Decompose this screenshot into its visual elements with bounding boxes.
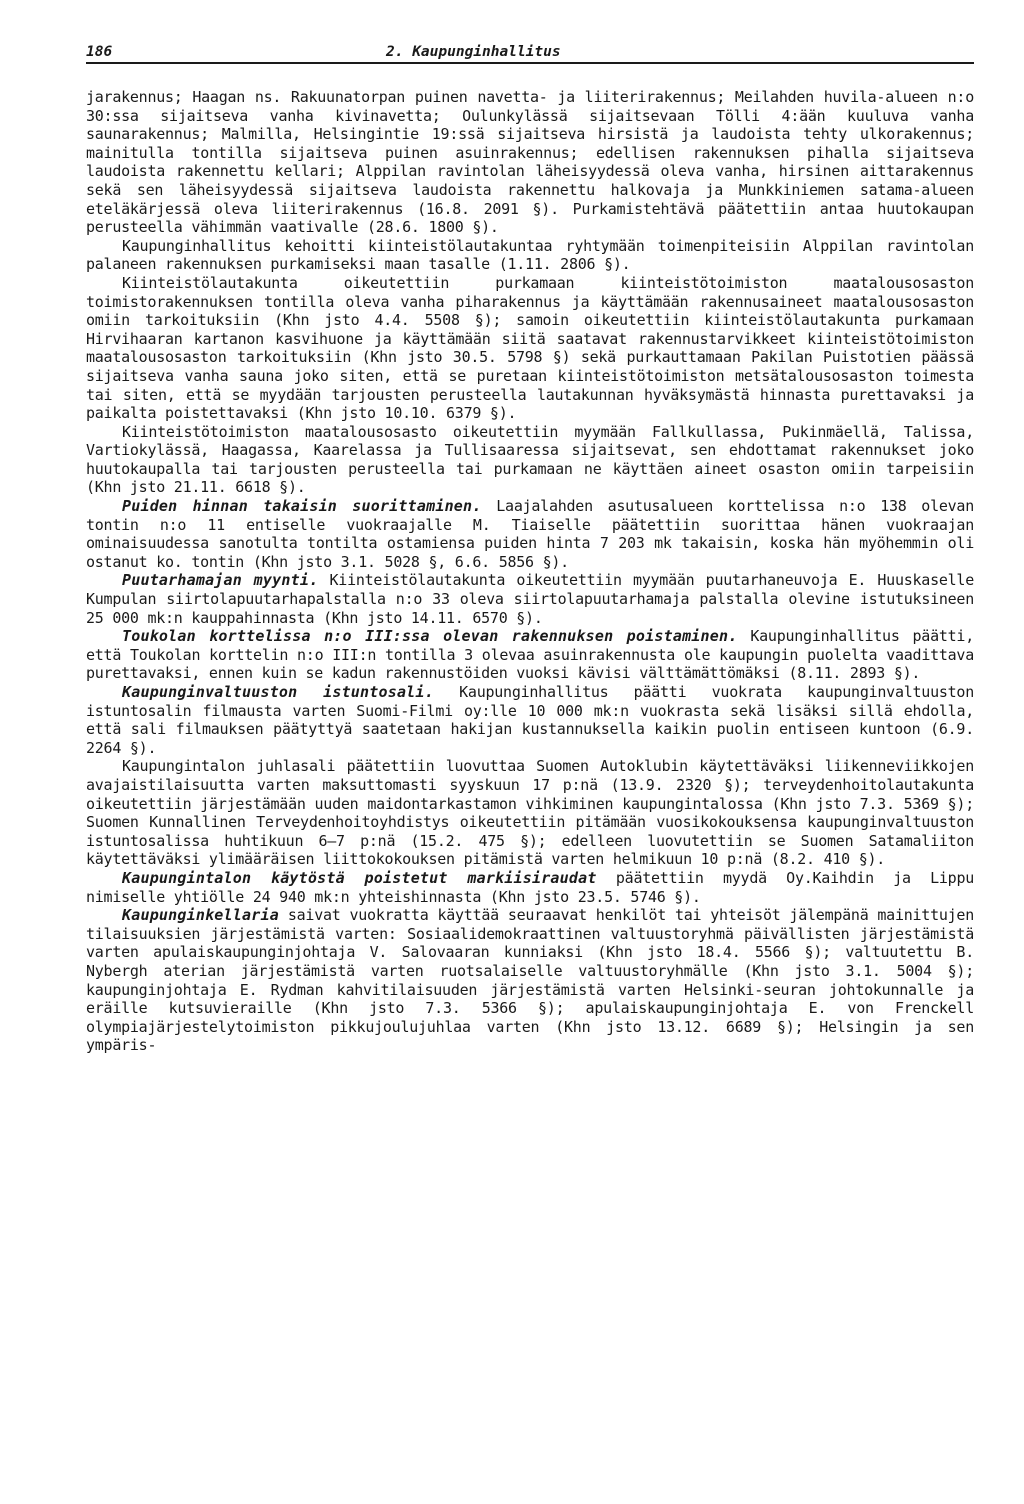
paragraph-text: Kiinteistötoimiston maatalousosasto oikeutettiin myymään Fallkullassa, Pukinmäellä, Talissa, Vartiokylässä, Haagassa, Kaarelassa ja Tullisaaressa sijaitsevat, sen ehdottamat rakennukset joko huutokaupalla tai tarjousten perusteella tai purkamaan ne käyttäen aineet osaston omiin tarpeisiin (Khn jsto 21.11. 6618 §). xyxy=(86,422,974,497)
paragraph-heading: Toukolan korttelissa n:o III:ssa olevan rakennuksen poistaminen. xyxy=(122,627,738,646)
paragraph-text: päätettiin myydä Oy.Kaihdin ja Lippu nimiselle yhtiölle 24 940 mk:n yhteishinnasta (Khn jsto 23.5. 5746 §). xyxy=(86,868,975,906)
paragraph xyxy=(86,571,974,627)
paragraph-heading: Kaupungintalon käytöstä poistetut markiisiraudat xyxy=(122,868,597,887)
paragraph-text: Laajalahden asutusalueen korttelissa n:o 138 olevan tontin n:o 11 entiselle vuokraajalle M. Tiaiselle päätettiin suorittaa hänen vuokraajan ominaisuudessa sanotulta tontilta ostamiensa puiden hinta 7 203 mk takaisin, koska hän myöhemmin oli ostanut ko. tontin (Khn jsto 3.1. 5028 §, 6.6. 5856 §). xyxy=(86,497,974,571)
paragraph xyxy=(86,88,974,237)
paragraph xyxy=(86,497,974,571)
running-header xyxy=(86,40,974,64)
paragraph-heading: Kaupunginkellaria xyxy=(122,906,279,925)
paragraph-text: Kaupunginhallitus päätti vuokrata kaupunginvaltuuston istuntosalin filmausta varten Suomi-Filmi oy:lle 10 000 mk:n vuokrasta sekä lisäksi sillä ehdolla, että sali filmauksen päätyttyä saatetaan hakijan kustannuksella kaikin puolin entiseen kuntoon (6.9. 2264 §). xyxy=(86,683,974,757)
page-number: 186 xyxy=(86,44,113,60)
paragraph-heading: Puiden hinnan takaisin suorittaminen. xyxy=(122,497,482,516)
paragraph xyxy=(86,627,974,683)
paragraph xyxy=(86,757,974,869)
running-title: 2. Kaupunginhallitus xyxy=(386,44,561,60)
paragraph xyxy=(86,274,974,423)
paragraph-heading: Puutarhamajan myynti. xyxy=(122,571,319,590)
paragraph-text: jarakennus; Haagan ns. Rakuunatorpan puinen navetta- ja liiterirakennus; Meilahden huvila-alueen n:o 30:ssa sijaitseva vanha kivinavetta; Oulunkylässä sijaitsevaan Tölli 4:ään kuuluva vanha saunarakennus; Malmilla, Helsingintie 19:ssä sijaitseva hirsistä ja laudoista tehty ulkorakennus; mainitulla tontilla sijaitseva puinen asuinrakennus; edellisen rakennuksen pihalla sijaitseva laudoista rakennettu kellari; Alppilan ravintolan läheisyydessä oleva vanha, hirsinen aittarakennus sekä sen läheisyydessä sijaitseva laudoista rakennettu halkovaja ja Munkkiniemen satama-alueen eteläkärjessä oleva liiterirakennus (16.8. 2091 §). Purkamistehtävä päätettiin antaa huutokaupan perusteella vähimmän vaativalle (28.6. 1800 §). xyxy=(86,88,974,237)
paragraph-text: Kaupungintalon juhlasali päätettiin luovuttaa Suomen Autoklubin käytettäväksi liikenneviikkojen avajaistilaisuutta varten maksuttomasti syyskuun 17 p:nä (13.9. 2320 §); terveydenhoitolautakunta oikeutettiin järjestämään uuden maidontarkastamon vihkiminen kaupungintalossa (Khn jsto 7.3. 5369 §); Suomen Kunnallinen Terveydenhoitoyhdistys oikeutettiin pitämään vuosikokouksensa kaupunginvaltuuston istuntosalissa huhtikuun 6–7 p:nä (15.2. 475 §); edelleen luovutettiin se Suomen Satamaliiton käytettäväksi ylimääräisen liittokokouksen pitämistä varten helmikuun 10 p:nä (8.2. 410 §). xyxy=(86,757,974,869)
paragraph-text: Kiinteistölautakunta oikeutettiin myymään puutarhaneuvoja E. Huuskaselle Kumpulan siirtolapuutarhapalstalla n:o 33 oleva siirtolapuutarhamaja palstalla olevine istutuksineen 25 000 mk:n kauppahinnasta (Khn jsto 14.11. 6570 §). xyxy=(86,571,974,627)
paragraph-text: saivat vuokratta käyttää seuraavat henkilöt tai yhteisöt jälempänä mainittujen tilaisuuksien järjestämistä varten: Sosiaalidemokraattinen valtuustoryhmä päivällisten järjestämistä varten apulaiskaupunginjohtaja V. Salovaaran kunniaksi (Khn jsto 18.4. 5566 §); valtuutettu B. Nybergh aterian järjestämistä varten ruotsalaiselle valtuustoryhmälle (Khn jsto 3.1. 5004 §); kaupunginjohtaja E. Rydman kahvitilaisuuden järjestämistä varten Helsinki-seuran johtokunnalle ja eräille kutsuvieraille (Khn jsto 7.3. 5366 §); apulaiskaupunginjohtaja E. von Frenckell olympiajärjestelytoimiston pikkujoulujuhlaa varten (Khn jsto 13.12. 6689 §); Helsingin ja sen ympäris- xyxy=(86,906,974,1055)
paragraph xyxy=(86,906,974,1055)
paragraph-heading: Kaupunginvaltuuston istuntosali. xyxy=(122,683,434,701)
paragraph xyxy=(86,869,974,906)
paragraph xyxy=(86,237,974,274)
paragraph-text: Kiinteistölautakunta oikeutettiin purkamaan kiinteistötoimiston maatalousosaston toimistorakennuksen tontilla oleva vanha piharakennus ja käyttämään rakennusaineet maatalousosaston omiin tarkoituksiin (Khn jsto 4.4. 5508 §); samoin oikeutettiin kiinteistölautakunta purkamaan Hirvihaaran kartanon kasvihuone ja käyttämään siitä saatavat rakennustarvikkeet kiinteistötoimiston maatalousosaston tarkoituksiin (Khn jsto 30.5. 5798 §) sekä purkauttamaan Pakilan Puistotien päässä sijaitseva vanha sauna joko siten, että se puretaan kiinteistötoimiston metsätalousosaston toimesta tai siten, että se myydään tarjousten perusteella lautakunnan hyväksymästä hinnasta purettavaksi ja paikalta poistettavaksi (Khn jsto 10.10. 6379 §). xyxy=(86,273,974,423)
paragraph xyxy=(86,423,974,497)
paragraph-text: Kaupunginhallitus päätti, että Toukolan korttelin n:o III:n tontilla 3 olevaa asuinrakennusta ole kaupungin puolelta vaadittava purettavaksi, ennen kuin se kadun rakennustöiden vuoksi kävisi välttämättömäksi (8.11. 2893 §). xyxy=(86,627,974,683)
paragraph xyxy=(86,683,974,757)
body-text xyxy=(86,88,974,1055)
paragraph-text: Kaupunginhallitus kehoitti kiinteistölautakuntaa ryhtymään toimenpiteisiin Alppilan ravintolan palaneen rakennuksen purkamiseksi maan tasalle (1.11. 2806 §). xyxy=(86,236,974,274)
